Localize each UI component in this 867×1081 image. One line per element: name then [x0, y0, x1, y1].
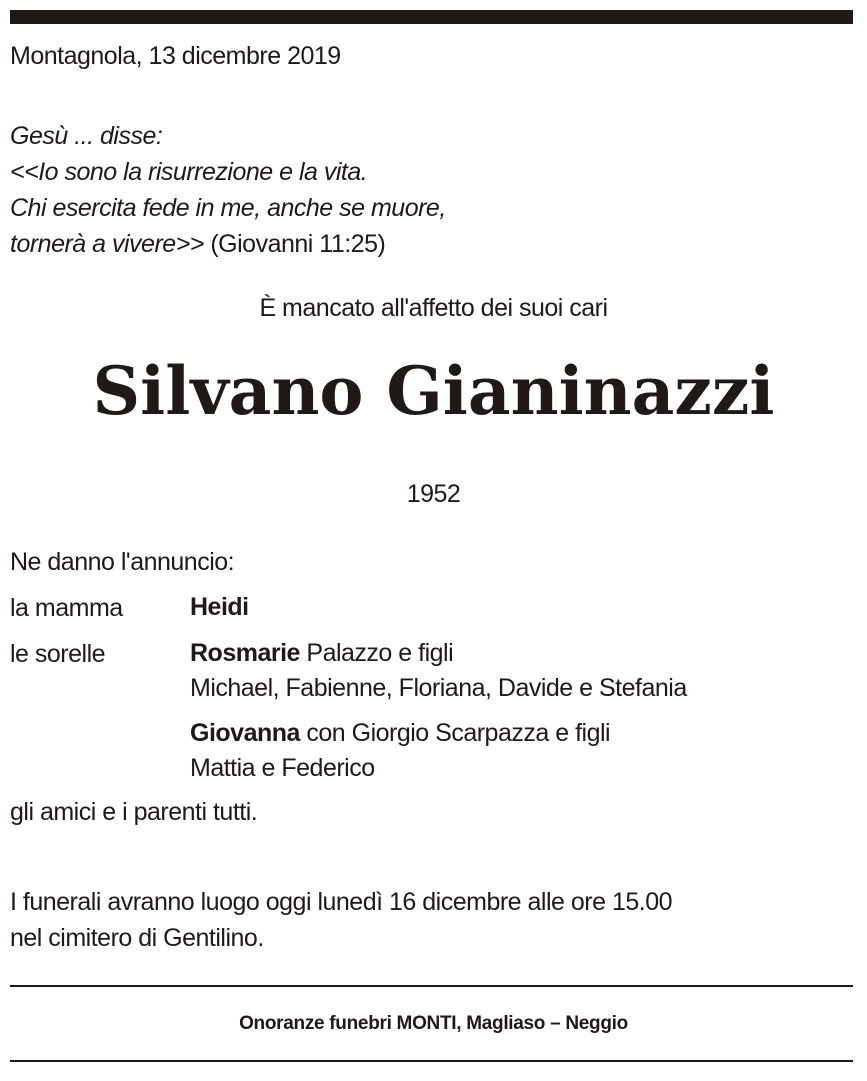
relative-mother	[190, 590, 249, 625]
announce-heading: Ne danno l'annuncio:	[10, 548, 235, 576]
top-rule	[10, 10, 853, 24]
footer-top-rule	[10, 985, 853, 987]
relative-name: Heidi	[190, 593, 249, 621]
birth-year: 1952	[406, 480, 461, 508]
relative-name: Rosmarie	[190, 639, 300, 667]
relative-rest: Palazzo e figli	[299, 639, 454, 667]
relative-label-sisters: le sorelle	[10, 640, 106, 668]
dateline: Montagnola, 13 dicembre 2019	[10, 42, 341, 70]
relative-label-mother: la mamma	[10, 594, 123, 622]
relative-sister-2	[190, 716, 610, 786]
relative-name: Giovanna	[190, 719, 300, 747]
quote-line: tornerà a vivere>>	[10, 230, 204, 258]
quote-line: <<Io sono la risurrezione e la vita.	[10, 158, 368, 186]
quote-line: Gesù ... disse:	[10, 122, 163, 150]
bible-quote	[10, 118, 446, 262]
intro-text: È mancato all'affetto dei suoi cari	[259, 294, 608, 322]
funeral-info	[10, 884, 672, 956]
relative-children: Michael, Fabienne, Floriana, Davide e Stefania	[190, 674, 687, 702]
relative-sister-1	[190, 636, 687, 706]
funeral-line: nel cimitero di Gentilino.	[10, 924, 264, 952]
footer-bottom-rule	[10, 1060, 853, 1062]
deceased-name: Silvano Gianinazzi	[92, 352, 775, 430]
closing-text: gli amici e i parenti tutti.	[10, 798, 258, 826]
relative-rest: con Giorgio Scarpazza e figli	[299, 719, 611, 747]
quote-line-last	[10, 226, 446, 262]
quote-line: Chi esercita fede in me, anche se muore,	[10, 194, 446, 222]
relative-children: Mattia e Federico	[190, 754, 375, 782]
funeral-home: Onoranze funebri MONTI, Magliaso – Neggio	[239, 1013, 628, 1034]
quote-reference: (Giovanni 11:25)	[203, 230, 386, 258]
funeral-line: I funerali avranno luogo oggi lunedì 16 dicembre alle ore 15.00	[10, 888, 673, 916]
